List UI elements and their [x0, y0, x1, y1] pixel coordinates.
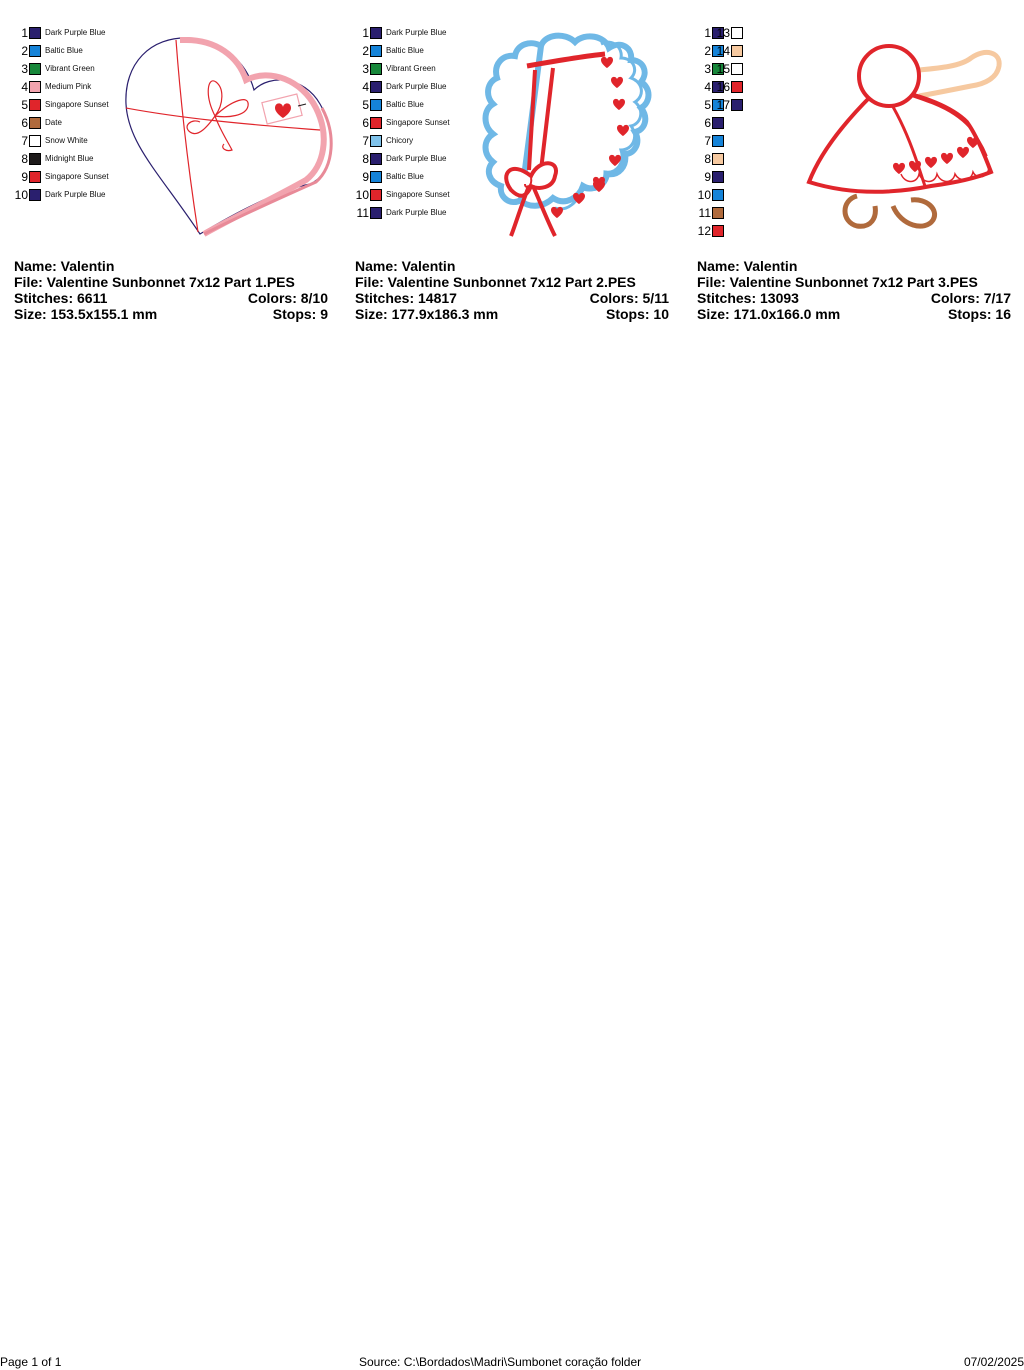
- thread-name: Baltic Blue: [45, 46, 83, 55]
- thread-color-item: [12, 152, 93, 166]
- color-count: Colors: 8/10: [247, 290, 328, 306]
- thread-name: Medium Pink: [45, 82, 92, 91]
- thread-swatch: [29, 171, 41, 183]
- thread-name: Baltic Blue: [386, 100, 424, 109]
- thread-number: 3: [21, 62, 28, 76]
- bonnet-embroidery-preview: [481, 30, 676, 245]
- thread-number: 10: [14, 188, 28, 202]
- thread-name: Dark Purple Blue: [386, 208, 447, 217]
- thread-number: 9: [704, 170, 711, 184]
- stop-count: Stops: 10: [605, 306, 669, 322]
- thread-color-item: [353, 206, 446, 220]
- thread-number: 8: [704, 152, 711, 166]
- thread-color-item: [12, 26, 105, 40]
- thread-swatch: [29, 45, 41, 57]
- design-info: [355, 258, 669, 322]
- thread-color-item: [353, 170, 424, 184]
- print-date: 07/02/2025: [963, 1355, 1024, 1369]
- thread-swatch: [712, 153, 724, 165]
- thread-number: 4: [704, 80, 711, 94]
- source-path: Source: C:\Bordados\Madri\Sumbonet coração folder: [359, 1355, 642, 1369]
- stitch-count: Stitches: 6611: [14, 290, 108, 306]
- thread-swatch: [29, 189, 41, 201]
- thread-number: 10: [355, 188, 369, 202]
- thread-number: 12: [697, 224, 711, 238]
- thread-color-item: [12, 170, 109, 184]
- thread-number: 4: [362, 80, 369, 94]
- stop-count: Stops: 16: [947, 306, 1011, 322]
- design-name: Name: Valentin: [697, 258, 798, 274]
- thread-number: 2: [704, 44, 711, 58]
- thread-swatch: [29, 63, 41, 75]
- thread-number: 8: [362, 152, 369, 166]
- thread-swatch: [712, 135, 724, 147]
- thread-swatch: [731, 45, 743, 57]
- thread-number: 13: [716, 26, 730, 40]
- design-file: File: Valentine Sunbonnet 7x12 Part 2.PES: [355, 274, 636, 290]
- thread-swatch: [370, 153, 382, 165]
- thread-color-item: [714, 26, 743, 40]
- thread-swatch: [731, 27, 743, 39]
- thread-swatch: [731, 99, 743, 111]
- thread-color-item: [12, 98, 109, 112]
- thread-color-item: [695, 170, 724, 184]
- thread-name: Vibrant Green: [45, 64, 95, 73]
- thread-color-item: [695, 134, 724, 148]
- thread-color-item: [12, 80, 91, 94]
- design-panel-part-1: [12, 26, 342, 326]
- thread-swatch: [370, 63, 382, 75]
- thread-name: Midnight Blue: [45, 154, 94, 163]
- thread-number: 10: [697, 188, 711, 202]
- thread-number: 4: [21, 80, 28, 94]
- thread-number: 9: [21, 170, 28, 184]
- thread-name: Date: [45, 118, 62, 127]
- stitch-count: Stitches: 14817: [355, 290, 457, 306]
- thread-color-item: [353, 116, 450, 130]
- thread-swatch: [370, 171, 382, 183]
- thread-swatch: [731, 63, 743, 75]
- thread-name: Baltic Blue: [386, 172, 424, 181]
- thread-number: 16: [716, 80, 730, 94]
- thread-color-item: [695, 224, 724, 238]
- thread-number: 3: [704, 62, 711, 76]
- thread-color-item: [12, 134, 88, 148]
- stop-count: Stops: 9: [272, 306, 328, 322]
- thread-swatch: [370, 207, 382, 219]
- thread-number: 11: [356, 206, 369, 220]
- page-number: Page 1 of 1: [0, 1355, 62, 1369]
- thread-number: 7: [21, 134, 28, 148]
- thread-swatch: [712, 171, 724, 183]
- design-file: File: Valentine Sunbonnet 7x12 Part 1.PES: [14, 274, 295, 290]
- thread-name: Baltic Blue: [386, 46, 424, 55]
- thread-color-item: [714, 44, 743, 58]
- thread-color-item: [714, 62, 743, 76]
- thread-name: Dark Purple Blue: [386, 28, 447, 37]
- thread-name: Dark Purple Blue: [386, 82, 447, 91]
- thread-name: Dark Purple Blue: [45, 28, 106, 37]
- color-count: Colors: 5/11: [589, 290, 669, 306]
- thread-color-item: [353, 152, 446, 166]
- thread-name: Chicory: [386, 136, 414, 145]
- thread-color-item: [353, 134, 413, 148]
- thread-name: Dark Purple Blue: [386, 154, 447, 163]
- thread-color-item: [695, 188, 724, 202]
- thread-name: Singapore Sunset: [386, 190, 450, 199]
- color-count: Colors: 7/17: [930, 290, 1011, 306]
- thread-swatch: [370, 99, 382, 111]
- thread-name: Snow White: [45, 136, 88, 145]
- thread-number: 1: [362, 26, 369, 40]
- thread-swatch: [29, 99, 41, 111]
- thread-color-item: [12, 44, 83, 58]
- thread-swatch: [29, 117, 41, 129]
- thread-swatch: [370, 135, 382, 147]
- thread-number: 5: [704, 98, 711, 112]
- thread-name: Singapore Sunset: [386, 118, 450, 127]
- thread-color-item: [714, 98, 743, 112]
- design-size: Size: 177.9x186.3 mm: [355, 306, 499, 322]
- thread-number: 7: [704, 134, 711, 148]
- thread-number: 2: [362, 44, 369, 58]
- thread-color-item: [12, 188, 105, 202]
- thread-number: 6: [362, 116, 369, 130]
- thread-number: 6: [704, 116, 711, 130]
- thread-number: 2: [21, 44, 28, 58]
- thread-swatch: [370, 27, 382, 39]
- thread-number: 11: [698, 206, 711, 220]
- thread-name: Dark Purple Blue: [45, 190, 106, 199]
- thread-color-item: [695, 206, 724, 220]
- thread-number: 1: [21, 26, 28, 40]
- thread-number: 5: [362, 98, 369, 112]
- design-panel-part-3: [695, 26, 1024, 326]
- thread-swatch: [712, 189, 724, 201]
- thread-swatch: [29, 135, 41, 147]
- thread-number: 14: [716, 44, 730, 58]
- thread-swatch: [712, 207, 724, 219]
- thread-color-item: [695, 152, 724, 166]
- thread-color-item: [353, 26, 446, 40]
- heart-box-embroidery-preview: [120, 34, 335, 244]
- thread-swatch: [29, 81, 41, 93]
- thread-name: Vibrant Green: [386, 64, 436, 73]
- thread-number: 9: [362, 170, 369, 184]
- thread-swatch: [712, 117, 724, 129]
- design-size: Size: 153.5x155.1 mm: [14, 306, 158, 322]
- thread-swatch: [731, 81, 743, 93]
- thread-number: 17: [716, 98, 730, 112]
- thread-color-item: [12, 116, 62, 130]
- design-info: [14, 258, 328, 322]
- design-panel-part-2: [353, 26, 683, 326]
- thread-number: 15: [716, 62, 730, 76]
- design-file: File: Valentine Sunbonnet 7x12 Part 3.PES: [697, 274, 978, 290]
- thread-color-item: [353, 62, 436, 76]
- thread-color-item: [353, 98, 424, 112]
- thread-color-item: [353, 188, 450, 202]
- thread-number: 7: [362, 134, 369, 148]
- thread-number: 3: [362, 62, 369, 76]
- thread-swatch: [712, 225, 724, 237]
- thread-swatch: [370, 81, 382, 93]
- thread-swatch: [370, 45, 382, 57]
- design-info: [697, 258, 1011, 322]
- thread-color-item: [714, 80, 743, 94]
- thread-number: 1: [704, 26, 711, 40]
- design-size: Size: 171.0x166.0 mm: [697, 306, 841, 322]
- thread-color-item: [12, 62, 95, 76]
- thread-swatch: [29, 27, 41, 39]
- thread-color-item: [695, 116, 724, 130]
- thread-swatch: [29, 153, 41, 165]
- thread-color-item: [353, 44, 424, 58]
- thread-swatch: [370, 189, 382, 201]
- thread-number: 6: [21, 116, 28, 130]
- thread-name: Singapore Sunset: [45, 100, 109, 109]
- design-name: Name: Valentin: [355, 258, 456, 274]
- design-name: Name: Valentin: [14, 258, 115, 274]
- thread-name: Singapore Sunset: [45, 172, 109, 181]
- thread-number: 8: [21, 152, 28, 166]
- thread-swatch: [370, 117, 382, 129]
- sunbonnet-girl-embroidery-preview: [801, 36, 1011, 241]
- thread-color-item: [353, 80, 446, 94]
- stitch-count: Stitches: 13093: [697, 290, 799, 306]
- thread-number: 5: [21, 98, 28, 112]
